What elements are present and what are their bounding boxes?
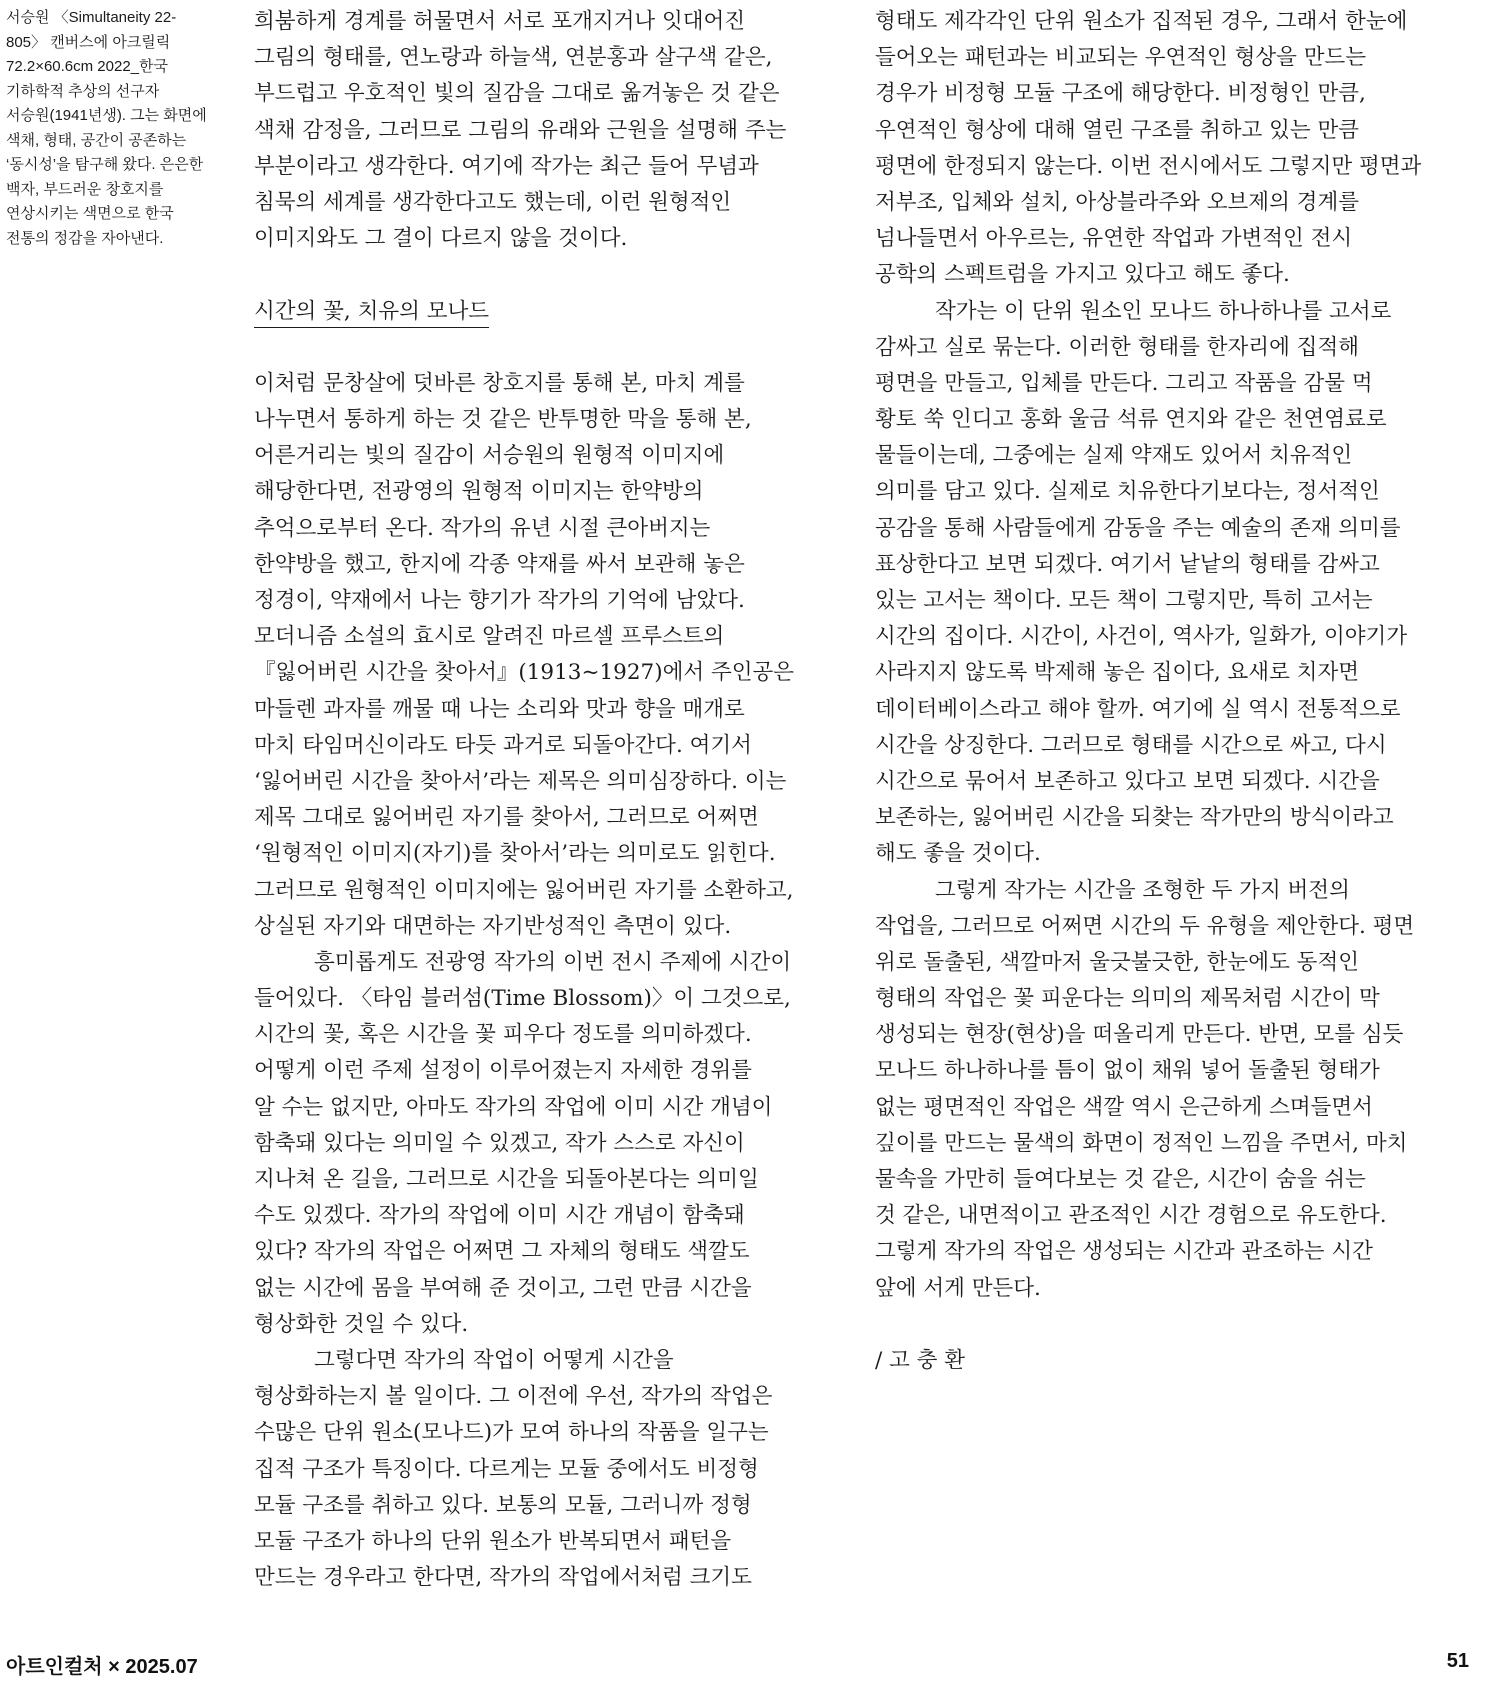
body-line: 희붐하게 경계를 허물면서 서로 포개지거나 잇대어진 (254, 9, 746, 34)
body-line: 있다? 작가의 작업은 어쩌면 그 자체의 형태도 색깔도 (254, 1239, 750, 1265)
caption-line: ‘동시성’을 탐구해 왔다. 은은한 (6, 156, 204, 173)
body-line: 모나드 하나하나를 틈이 없이 채워 넣어 돌출된 형태가 (875, 1058, 1380, 1084)
body-line: 상실된 자기와 대면하는 자기반성적인 측면이 있다. (254, 913, 732, 939)
body-line: 모듈 구조를 취하고 있다. 보통의 모듈, 그러니까 정형 (254, 1492, 752, 1518)
body-line: 데이터베이스라고 해야 할까. 여기에 실 역시 전통적으로 (875, 696, 1401, 722)
body-line: 해도 좋을 것이다. (875, 841, 1041, 867)
body-line: 수많은 단위 원소(모나드)가 모여 하나의 작품을 일구는 (254, 1420, 769, 1446)
body-line: 그렇다면 작가의 작업이 어떻게 시간을 (314, 1347, 674, 1373)
body-line: 집적 구조가 특징이다. 다르게는 모듈 중에서도 비정형 (254, 1456, 759, 1482)
column-left (254, 4, 854, 1596)
body-line: 있는 고서는 책이다. 모든 책이 그렇지만, 특히 고서는 (875, 588, 1373, 613)
body-line: 그렇게 작가의 작업은 생성되는 시간과 관조하는 시간 (875, 1239, 1373, 1265)
image-caption (6, 6, 231, 251)
body-line: ‘원형적인 이미지(자기)를 찾아서’라는 의미로도 읽힌다. (254, 841, 776, 867)
body-line: 평면에 한정되지 않는다. 이번 전시에서도 그렇지만 평면과 (875, 153, 1422, 179)
body-line: 침묵의 세계를 생각한다고도 했는데, 이런 원형적인 (254, 189, 732, 215)
body-line: 추억으로부터 온다. 작가의 유년 시절 큰아버지는 (254, 515, 711, 541)
caption-line: 서승원 〈Simultaneity 22- (6, 9, 177, 26)
subheading-row (254, 294, 854, 330)
paragraph-gap (254, 257, 854, 293)
body-line: 황토 쑥 인디고 홍화 울금 석류 연지와 같은 천연염료로 (875, 407, 1387, 433)
footer-page-number: 51 (1446, 1650, 1469, 1672)
body-line: 『잃어버린 시간을 찾아서』(1913~1927)에서 주인공은 (254, 660, 795, 686)
body-line: 의미를 담고 있다. 실제로 치유한다기보다는, 정서적인 (875, 479, 1380, 505)
body-line: 들어오는 패턴과는 비교되는 우연적인 형상을 만드는 (875, 45, 1367, 71)
body-line: 수도 있겠다. 작가의 작업에 이미 시간 개념이 함축돼 (254, 1203, 745, 1229)
body-line: 없는 시간에 몸을 부여해 준 것이고, 그런 만큼 시간을 (254, 1275, 752, 1301)
body-line: 부분이라고 생각한다. 여기에 작가는 최근 들어 무념과 (254, 153, 759, 179)
caption-line: 72.2×60.6cm 2022_한국 (6, 58, 169, 75)
caption-line: 백자, 부드러운 창호지를 (6, 180, 164, 198)
body-line: 정경이, 약재에서 나는 향기가 작가의 기억에 남았다. (254, 588, 745, 613)
body-line: 함축돼 있다는 의미일 수 있겠고, 작가 스스로 자신이 (254, 1130, 745, 1156)
body-line: 감싸고 실로 묶는다. 이러한 형태를 한자리에 집적해 (875, 334, 1359, 360)
body-line: 한약방을 했고, 한지에 각종 약재를 싸서 보관해 놓은 (254, 551, 745, 577)
body-line: 어떻게 이런 주제 설정이 이루어졌는지 자세한 경위를 (254, 1058, 752, 1084)
body-line: 부드럽고 우호적인 빛의 질감을 그대로 옮겨놓은 것 같은 (254, 81, 780, 107)
body-line: 공감을 통해 사람들에게 감동을 주는 예술의 존재 의미를 (875, 515, 1401, 541)
body-line: 모더니즘 소설의 효시로 알려진 마르셀 프루스트의 (254, 624, 725, 650)
body-line: 물속을 가만히 들여다보는 것 같은, 시간이 숨을 쉬는 (875, 1167, 1366, 1192)
body-line: 것 같은, 내면적이고 관조적인 시간 경험으로 유도한다. (875, 1203, 1387, 1229)
body-line: 위로 돌출된, 색깔마저 울긋불긋한, 한눈에도 동적인 (875, 949, 1359, 975)
body-line: 넘나들면서 아우르는, 유연한 작업과 가변적인 전시 (875, 226, 1353, 252)
body-line: 생성되는 현장(현상)을 떠올리게 만든다. 반면, 모를 심듯 (875, 1022, 1404, 1048)
body-line: 표상한다고 보면 되겠다. 여기서 낱낱의 형태를 감싸고 (875, 551, 1380, 577)
body-line: 마치 타임머신이라도 타듯 과거로 되돌아간다. 여기서 (254, 732, 752, 758)
body-line: ‘잃어버린 시간을 찾아서’라는 제목은 의미심장하다. 이는 (254, 768, 787, 794)
body-line: 시간으로 묶어서 보존하고 있다고 보면 되겠다. 시간을 (875, 768, 1380, 794)
body-line: 앞에 서게 만든다. (875, 1275, 1041, 1301)
body-line: 사라지지 않도록 박제해 놓은 집이다, 요새로 치자면 (875, 660, 1359, 686)
body-line: 형태의 작업은 꽃 피운다는 의미의 제목처럼 시간이 막 (875, 986, 1380, 1012)
body-line: 시간을 상징한다. 그러므로 형태를 시간으로 싸고, 다시 (875, 732, 1387, 758)
body-line: 해당한다면, 전광영의 원형적 이미지는 한약방의 (254, 479, 704, 505)
body-line: 모듈 구조가 하나의 단위 원소가 반복되면서 패턴을 (254, 1528, 732, 1554)
body-line: 시간의 집이다. 시간이, 사건이, 역사가, 일화가, 이야기가 (875, 624, 1408, 650)
body-line: 보존하는, 잃어버린 시간을 되찾는 작가만의 방식이라고 (875, 805, 1394, 831)
paragraph-gap (875, 1307, 1495, 1343)
caption-line: 기하학적 추상의 선구자 (6, 82, 160, 100)
body-line: 이미지와도 그 결이 다르지 않을 것이다. (254, 226, 628, 252)
caption-line: 색채, 형태, 공간이 공존하는 (6, 131, 187, 149)
body-line: 흥미롭게도 전광영 작가의 이번 전시 주제에 시간이 (314, 949, 792, 975)
body-line: 공학의 스펙트럼을 가지고 있다고 해도 좋다. (875, 262, 1290, 288)
body-line: 제목 그대로 잃어버린 자기를 찾아서, 그러므로 어쩌면 (254, 805, 759, 831)
body-line: 지나쳐 온 길을, 그러므로 시간을 되돌아본다는 의미일 (254, 1167, 759, 1192)
body-line: 어른거리는 빛의 질감이 서승원의 원형적 이미지에 (254, 443, 725, 469)
body-line: 들어있다. 〈타임 블러섬(Time Blossom)〉이 그것으로, (254, 986, 791, 1012)
body-line: 그러므로 원형적인 이미지에는 잃어버린 자기를 소환하고, (254, 877, 794, 903)
footer-magazine-issue: 아트인컬처 × 2025.07 (6, 1656, 198, 1678)
caption-line: 서승원(1941년생). 그는 화면에 (6, 107, 207, 124)
section-subheading: 시간의 꽃, 치유의 모나드 (254, 297, 489, 328)
body-line: 알 수는 없지만, 아마도 작가의 작업에 이미 시간 개념이 (254, 1094, 773, 1120)
body-line: 형상화한 것일 수 있다. (254, 1311, 469, 1337)
body-line: 작업을, 그러므로 어쩌면 시간의 두 유형을 제안한다. 평면 (875, 913, 1415, 939)
body-line: 시간의 꽃, 혹은 시간을 꽃 피우다 정도를 의미하겠다. (254, 1022, 752, 1048)
body-line: 경우가 비정형 모듈 구조에 해당한다. 비정형인 만큼, (875, 81, 1366, 107)
body-line: 형상화하는지 볼 일이다. 그 이전에 우선, 작가의 작업은 (254, 1384, 773, 1410)
body-line: 저부조, 입체와 설치, 아상블라주와 오브제의 경계를 (875, 189, 1359, 215)
body-line: 마들렌 과자를 깨물 때 나는 소리와 맛과 향을 매개로 (254, 696, 745, 722)
paragraph-gap (254, 330, 854, 366)
body-line: 물들이는데, 그중에는 실제 약재도 있어서 치유적인 (875, 443, 1353, 469)
body-line: 없는 평면적인 작업은 색깔 역시 은근하게 스며들면서 (875, 1094, 1373, 1120)
caption-line: 연상시키는 색면으로 한국 (6, 205, 174, 222)
body-line: 만드는 경우라고 한다면, 작가의 작업에서처럼 크기도 (254, 1565, 752, 1591)
body-line: 이처럼 문창살에 덧바른 창호지를 통해 본, 마치 계를 (254, 370, 745, 396)
body-line: 그림의 형태를, 연노랑과 하늘색, 연분홍과 살구색 같은, (254, 45, 773, 71)
author-byline: / 고 충 환 (875, 1347, 966, 1373)
body-line: 나누면서 통하게 하는 것 같은 반투명한 막을 통해 본, (254, 407, 752, 433)
body-line: 평면을 만들고, 입체를 만든다. 그리고 작품을 감물 먹 (875, 370, 1373, 396)
body-line: 형태도 제각각인 단위 원소가 집적된 경우, 그래서 한눈에 (875, 9, 1408, 34)
body-line: 우연적인 형상에 대해 열린 구조를 취하고 있는 만큼 (875, 117, 1359, 143)
caption-line: 전통의 정감을 자아낸다. (6, 229, 164, 247)
body-line: 색채 감정을, 그러므로 그림의 유래와 근원을 설명해 주는 (254, 117, 787, 143)
body-line: 그렇게 작가는 시간을 조형한 두 가지 버전의 (935, 877, 1350, 903)
body-line: 작가는 이 단위 원소인 모나드 하나하나를 고서로 (935, 298, 1392, 324)
caption-line: 805〉 캔버스에 아크릴릭 (6, 33, 171, 51)
column-right (875, 4, 1495, 1379)
body-line: 깊이를 만드는 물색의 화면이 정적인 느낌을 주면서, 마치 (875, 1130, 1408, 1156)
